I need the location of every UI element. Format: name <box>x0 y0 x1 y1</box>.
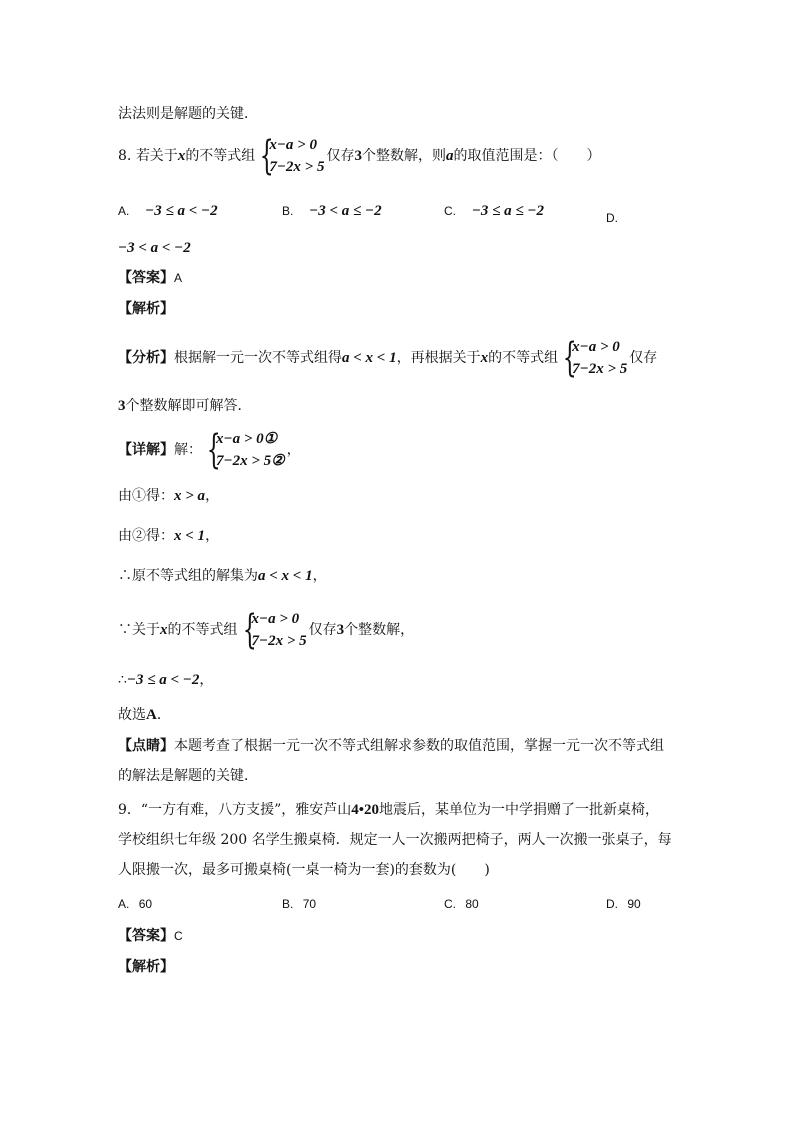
brace-symbol: { <box>562 335 577 381</box>
step6-end: ． <box>156 707 171 723</box>
q8-fenxi <box>118 336 657 380</box>
step4-row2: 7−2x > 5 <box>251 633 307 649</box>
option-value: 60 <box>138 897 153 911</box>
q8-option-d-label <box>606 207 618 226</box>
step6-text: 故选 <box>118 707 146 723</box>
xj-row1: x−a > 0① <box>216 431 278 447</box>
option-label: D. <box>606 897 618 911</box>
option-value: 70 <box>302 897 317 911</box>
fenxi-row1: x−a > 0 <box>572 339 620 355</box>
q8-stem <box>118 134 600 178</box>
prev-solution-ending: 法法则是解题的关键． <box>118 106 258 122</box>
fenxi-text4: 仅存 <box>629 350 658 366</box>
brace-symbol: { <box>260 133 275 179</box>
option-expr: −3 ≤ a < −2 <box>145 203 218 219</box>
q8-mid: 的不等式组 <box>185 148 256 164</box>
q8-prefix: 若关于 <box>135 148 178 164</box>
fenxi-text5: 个整数解即可解答． <box>125 398 252 414</box>
answer-label: 【答案】 <box>118 928 174 944</box>
step1-text: 由①得： <box>118 488 174 504</box>
xiangjie-text: 解： <box>174 442 202 458</box>
option-label: D. <box>606 211 618 225</box>
dianjing-text1: 本题考查了根据一元一次不等式组解求参数的取值范围，掌握一元一次不等式组 <box>174 738 664 754</box>
fenxi-text1: 根据解一元一次不等式组得 <box>174 350 342 366</box>
q8-system-row2: 7−2x > 5 <box>269 159 325 175</box>
step4-var: x <box>160 622 168 638</box>
q8-after2: 个整数解，则 <box>361 148 446 164</box>
fenxi-inequality-system <box>560 336 627 380</box>
step4-text1: ∵关于 <box>118 622 160 638</box>
comma: ， <box>205 528 220 544</box>
q8-tail: 的取值范围是：（ ） <box>453 148 601 164</box>
q8-answer <box>118 268 182 288</box>
q8-after: 仅存 <box>326 148 355 164</box>
comma: ， <box>312 568 327 584</box>
q8-var-x: x <box>177 148 186 164</box>
q9-stem-line1 <box>118 800 659 820</box>
q8-step3 <box>118 566 327 586</box>
q8-xiangjie <box>118 428 301 472</box>
comma: ， <box>205 488 220 504</box>
step6-choice: A <box>146 707 157 723</box>
comma: ， <box>286 442 301 458</box>
q8-fenxi-cont <box>118 396 252 416</box>
q8-count: 3 <box>354 148 362 164</box>
q9-line1-c: 地震后，某单位为一中学捐赠了一批新桌椅， <box>379 802 659 818</box>
q8-dianjing-cont: 的解法是解题的关键． <box>118 768 258 784</box>
q8-step4 <box>118 608 414 652</box>
q9-stem-line3: 人限搬一次，最多可搬桌椅(一桌一椅为一套)的套数为( ) <box>118 862 490 878</box>
fenxi-row2: 7−2x > 5 <box>572 361 628 377</box>
q8-option-a <box>118 203 218 220</box>
option-expr: −3 < a ≤ −2 <box>309 203 382 219</box>
option-label: A. <box>118 897 130 911</box>
step3-text: ∴原不等式组的解集为 <box>118 568 258 584</box>
q9-option-a <box>118 897 152 911</box>
brace-symbol: { <box>206 427 221 473</box>
step4-inequality-system <box>240 608 307 652</box>
answer-label: 【答案】 <box>118 270 174 286</box>
brace-symbol: { <box>242 607 257 653</box>
q8-step6 <box>118 705 171 725</box>
step3-expr: a < x < 1 <box>258 568 313 584</box>
q8-dianjing <box>118 736 664 756</box>
q9-line1-a: 9．“一方有难，八方支援”，雅安芦山 <box>118 802 352 818</box>
option-value: 90 <box>627 897 641 911</box>
step1-expr: x > a <box>174 488 206 504</box>
fenxi-count: 3 <box>118 398 126 414</box>
q8-number: 8. <box>118 148 132 164</box>
q9-stem-line2: 学校组织七年级 200 名学生搬桌椅．规定一人一次搬两把椅子，两人一次搬一张桌子，每 <box>118 832 672 848</box>
q8-option-d-expr <box>118 237 191 257</box>
q9-answer <box>118 926 183 946</box>
q8-system-row1: x−a > 0 <box>269 137 317 153</box>
fenxi-label: 【分析】 <box>118 350 174 366</box>
fenxi-text2: ，再根据关于 <box>396 350 481 366</box>
option-expr: −3 < a < −2 <box>118 240 191 256</box>
step2-expr: x < 1 <box>174 528 206 544</box>
q8-option-c <box>444 203 544 220</box>
q8-step5 <box>118 670 213 690</box>
option-label: C. <box>444 204 456 218</box>
xiangjie-label: 【详解】 <box>118 442 174 458</box>
step2-text: 由②得： <box>118 528 174 544</box>
xj-row2: 7−2x > 5② <box>216 453 285 469</box>
step4-text3: 仅存 <box>308 622 337 638</box>
step4-count: 3 <box>336 622 345 638</box>
xiangjie-inequality-system <box>204 428 285 472</box>
q8-inequality-system <box>257 134 324 178</box>
option-label: B. <box>282 204 294 218</box>
q8-step2 <box>118 526 219 546</box>
step4-row1: x−a > 0 <box>251 611 300 627</box>
option-label: B. <box>282 897 294 911</box>
comma: ， <box>199 672 214 688</box>
answer-value: A <box>174 271 183 285</box>
option-expr: −3 ≤ a ≤ −2 <box>471 203 544 219</box>
q8-var-a: a <box>445 148 454 164</box>
q8-option-b <box>282 203 382 220</box>
step5-expr: −3 ≤ a < −2 <box>126 672 200 688</box>
fenxi-text3: 的不等式组 <box>488 350 559 366</box>
step4-text2: 的不等式组 <box>167 622 238 638</box>
q9-option-c <box>444 897 479 911</box>
option-label: C. <box>444 897 456 911</box>
option-label: A. <box>118 204 130 218</box>
q9-analysis-heading <box>118 957 174 977</box>
analysis-label: 【解析】 <box>118 959 174 975</box>
dianjing-label: 【点睛】 <box>118 738 174 754</box>
analysis-label: 【解析】 <box>118 301 174 317</box>
q9-option-b <box>282 897 316 911</box>
option-value: 80 <box>465 897 479 911</box>
fenxi-expr: a < x < 1 <box>342 350 397 366</box>
q8-analysis-heading <box>118 299 174 319</box>
step4-text4: 个整数解， <box>344 622 415 638</box>
answer-value: C <box>174 929 183 943</box>
step5-prefix: ∴ <box>118 672 127 688</box>
fenxi-var: x <box>480 350 489 366</box>
q9-option-d <box>606 897 641 911</box>
q9-line1-b: 4•20 <box>351 802 379 818</box>
q8-step1 <box>118 486 219 506</box>
